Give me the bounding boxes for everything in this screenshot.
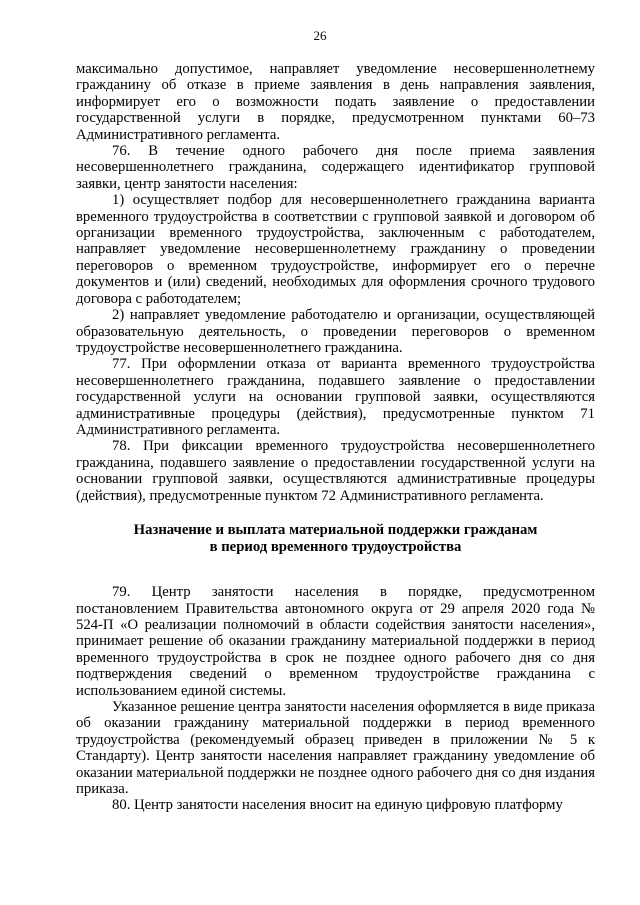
paragraph: 78. При фиксации временного трудоустройства несовершеннолетнего гражданина, подавшего заявление о предоставлении государственной услуги на основании групповой заявки, осуществляются административные процедуры (действия), предусмотренные пунктом 72 Административного регламента. — [76, 438, 595, 504]
page-number: 26 — [313, 28, 327, 43]
section-heading-line-2: в период временного трудоустройства — [209, 538, 462, 555]
paragraph: максимально допустимое, направляет уведомление несовершеннолетнему гражданину об отказе в приеме заявления в день направления заявления, информирует его о возможности подать заявление о предоставлении государственной услуги в порядке, предусмотренном пунктами 60–73 Административного регламента. — [76, 61, 595, 143]
section-heading — [76, 522, 595, 555]
paragraph: 76. В течение одного рабочего дня после приема заявления несовершеннолетнего гражданина, содержащего идентификатор групповой заявки, центр занятости населения: — [76, 143, 595, 192]
paragraph: 2) направляет уведомление работодателю и организации, осуществляющей образовательную деятельность, о проведении переговоров о временном трудоустройстве несовершеннолетнего гражданина. — [76, 307, 595, 356]
paragraph: 80. Центр занятости населения вносит на единую цифровую платформу — [112, 797, 563, 814]
paragraph: 1) осуществляет подбор для несовершеннолетнего гражданина варианта временного трудоустройства в соответствии с групповой заявкой и договором об организации временного трудоустройства, заключенным с работодателем, направляет уведомление несовершеннолетнему гражданину о проведении переговоров о временном трудоустройстве, информирует его о перечне документов и (или) сведений, необходимых для оформления срочного трудового договора с работодателем; — [76, 192, 595, 307]
paragraph: 79. Центр занятости населения в порядке, предусмотренном постановлением Правительства автономного округа от 29 апреля 2020 года № 524-П «О реализации полномочий в области содействия занятости населения», принимает решение об оказании гражданину материальной поддержки в период временного трудоустройства в срок не позднее одного рабочего дня со дня подтверждения сведений о временном трудоустройстве гражданина с использованием единой системы. — [76, 584, 595, 699]
document-body — [76, 61, 595, 814]
paragraphs-after — [76, 584, 595, 814]
paragraph: Указанное решение центра занятости населения оформляется в виде приказа об оказании гражданину материальной поддержки в период временного трудоустройства (рекомендуемый образец приведен в приложении № 5 к Стандарту). Центр занятости населения направляет гражданину уведомление об оказании материальной поддержки не позднее одного рабочего дня со дня издания приказа. — [76, 699, 595, 798]
paragraph: 77. При оформлении отказа от варианта временного трудоустройства несовершеннолетнего гражданина, подавшего заявление о предоставлении государственной услуги на основании групповой заявки, осуществляются административные процедуры (действия), предусмотренные пунктом 71 Административного регламента. — [76, 356, 595, 438]
paragraphs-before — [76, 61, 595, 504]
section-heading-line-1: Назначение и выплата материальной поддержки гражданам — [133, 521, 538, 538]
